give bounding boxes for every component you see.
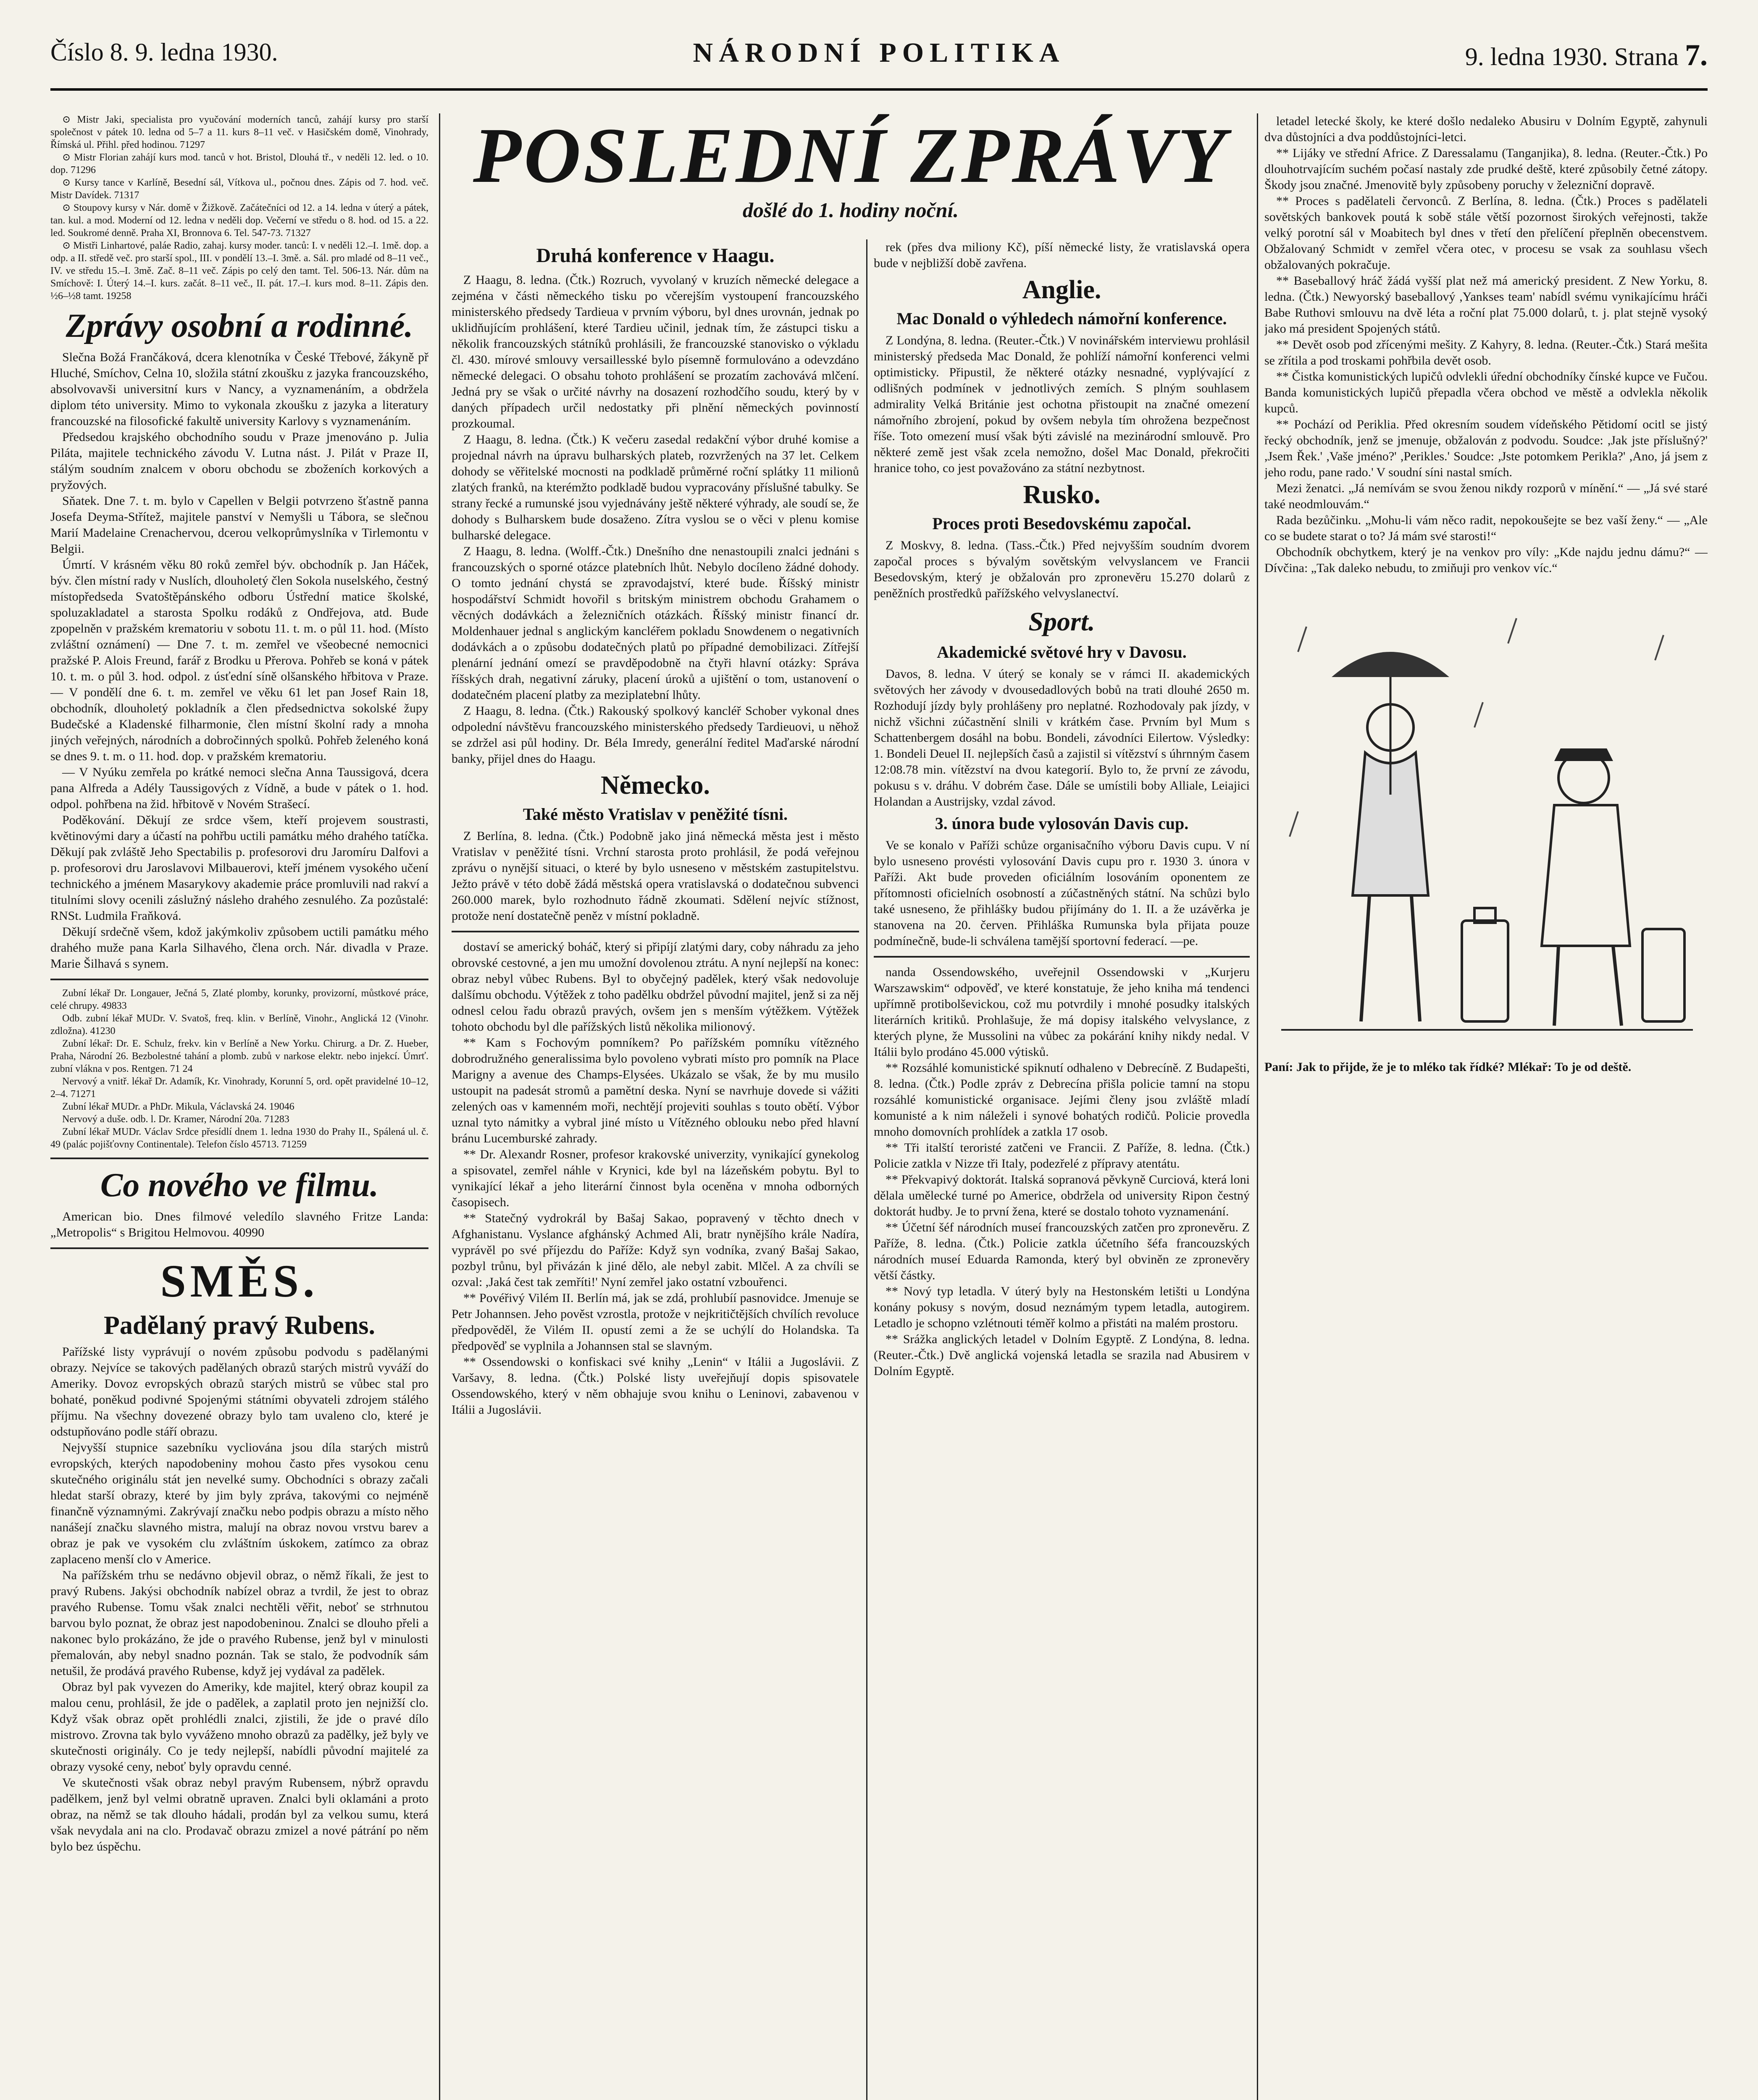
paragraph: ** Tři italští teroristé zatčeni ve Francii. Z Paříže, 8. ledna. (Čtk.) Policie zatkla v Nizze tři Italy, podezřelé z přípravy atentátu. (874, 1141, 1250, 1171)
paragraph: ** Pochází od Periklia. Před okresním soudem vídeňského Pětidomí ocitl se jistý řecký obchodník, jenž se jmenuje, obžalován z podvodu. Soudce: ,Jak jste příslušný?' ,Jsem Řek.' ,Vaše jméno?' ,Perikles.' Soudce: ,Jste potomkem Perikla?' ,Ano, já jsem z jeho rodu, pane rado.' V soudní síni nastal smích. (1264, 417, 1708, 479)
paragraph: letadel letecké školy, ke které došlo nedaleko Abusiru v Dolním Egyptě, zahynuli dva důstojníci a dva poddůstojníci-letci. (1264, 114, 1708, 144)
paragraph: Poděkování. Děkují ze srdce všem, kteří projevem soustrasti, květinovými dary a účastí na pohřbu uctili památku mého drahého tatíčka. Děkují pak zvláště Jeho Spectabilis p. profesorovi dru Jaromíru Dalfovi a p. profesorovi dru Jaroslavovi Milbauerovi, kteří jménem vysokého učení technického a jménem Masarykovy akademie práce promluvili nad rakví a titulními slovy ocenili záslužný násleho drahého zesnulého. Za pozůstalé: RNSt. Ludmila Fraňková. (50, 813, 428, 923)
paragraph: Z Londýna, 8. ledna. (Reuter.-Čtk.) V novinářském interviewu prohlásil ministerský předseda Mac Donald, že pohlíží námořní konferenci velmi optimisticky. Připustil, že některé otázky nesnadné, vyplývající z odlišných podmínek v jednotlivých zemích. S plným souhlasem admirality Velká Británie jest ochotna přistoupit na značné omezení námořního zbrojení, pokud by ovšem nebyla tím ohrožena bezpečnost říše. Toto omezení musí však býti závislé na mezinárodní smlouvě. Pro některé země jest však zcela nemožno, došel Mac Donald, překročiti hranice toho, co jest považováno za státní nezbytnost. (874, 333, 1250, 475)
page-header (50, 25, 1708, 91)
doctor-ads (50, 987, 428, 1151)
paragraph: ** Kam s Fochovým pomníkem? Po pařížském pomníku vítězného dobrodružného generalissima bylo povoleno vybrati místo pro pomník na Place Marigny a avenue des Champs-Elysées. Ukázalo se však, že by mu musilo ustoupit na padesát stromů a pamětní deska. Nyní se navrhuje dovede si vážiti zelených oas v kamenném moři, nechtějí projeviti souhlas s touto obětí. Výbor uznal tyto námitky a vybral jiné místo u Vítězného oblouku nebo před hlavní bránu Lucemburské zahrady. (452, 1036, 859, 1145)
anglie-intro (874, 239, 1250, 271)
miscellany-title: SMĚS. (160, 1255, 319, 1307)
paragraph: ** Ossendowski o konfiskaci své knihy „Lenin“ v Itálii a Jugoslávii. Z Varšavy, 8. ledna. (Čtk.) Polské listy uveřejňují dopis spisovatele Ossendowského, který v něm obhajuje svou knihu o Leninovi, zabavenou v Itálii a Jugoslávii. (452, 1355, 859, 1417)
macdonald-text (874, 333, 1250, 476)
ad-item: ⊙ Mistr Jaki, specialista pro vyučování moderních tanců, zahájí kursy pro starší společnost v pátek 10. ledna od 5–7 a 11. kurs 8–11 več. v Hasičském domě, Vinohrady, Římská ul. Přihl. před hodinou. 71297 (50, 114, 428, 150)
column-2 (452, 239, 859, 2100)
doctor-ad: Zubní lékař MUDr. a PhDr. Mikula, Václavská 24. 19046 (62, 1101, 294, 1112)
column-4-text (1264, 113, 1708, 480)
column-4 (1264, 113, 1708, 2100)
paragraph: Sňatek. Dne 7. t. m. bylo v Capellen v Belgii potvrzeno šťastně panna Josefa Deyma-Střítež, majitele panství v Nemyšli u Tábora, se slečnou Marií Madelaine Crenachervou, dcerou velkoprůmyslníka v Tirlemontu v Belgii. (50, 494, 428, 556)
macdonald-title: Mac Donald o výhledech námořní konference. (896, 309, 1227, 328)
davis-text (874, 837, 1250, 949)
column-rule (866, 239, 867, 2100)
paragraph: nanda Ossendowského, uveřejnil Ossendowski v „Kurjeru Warszawskim“ odpověď, ve které konstatuje, že jeho kniha má tendenci upřímně protibolševickou, což mu potvrdily i mnohé posudky italských literárních kritiků. Prohlašuje, že má dopisy italského velvyslance, z kterých plyne, že Mussolini na vůbec za pokárání knihy nikdy nedal. V Itálii bylo prodáno 45.000 výtisků. (874, 965, 1250, 1059)
besedovsky-title: Proces proti Besedovskému započal. (932, 514, 1191, 533)
paragraph: Z Haagu, 8. ledna. (Wolff.-Čtk.) Dnešního dne nenastoupili znalci jednáni s francouzských o sporné otázce platebních lhůt. Nebylo docíleno žádné dohody. O tomto jednání chystá se zpravodajství, které bude. Říšský ministr hospodářství Schmidt hovořil s britským ministrem obchodu Grahamem o věcných dodávkách a železničních otázkách. Říšský ministr financí dr. Moldenhauer jednal s anglickým kancléřem pokladu Snowdenem o negativních dodávkách a o způsobu dodatečných platů po případné demobilizaci. Zítřejší plenární jednání omezí se pravděpodobně na čtyři hlavní otázky: Správa říšských drah, negativní záruky, placení úroků a ujištění o tom, ustanovení o dodatečném placení platby za meziplatební lhůty. (452, 544, 859, 702)
page-date-text: 9. ledna 1930. Strana (1465, 43, 1679, 71)
paragraph: Nejvyšší stupnice sazebníku vycliována jsou díla starých mistrů evropských, kterých napodobeniny mohou často přes vysokou cenu skutečného originálu stát jen nevelké sumy. Obchodníci s obrazy začali hledat starší obrazy, které by jim byly zpráva, takovými co nejméně finančně významnými. Zakrývají značku nebo podpis obrazu a místo něho nanášejí značku slavného mistra, malují na obraz novou vrstvu barev a obraz je pak ve vysokém clu zvláštním úskokem, zatímco za obraz zaplaceno menší clo v Americe. (50, 1441, 428, 1566)
paragraph: Z Haagu, 8. ledna. (Čtk.) Rakouský spolkový kancléř Schober vykonal dnes odpolední návštěvu francouzského ministerského předsedy Tardieuovi, u něhož se zdržel asi půl hodiny. Dr. Béla Imredy, generální ředitel Maďarské národní banky, přijel dnes do Haagu. (452, 704, 859, 766)
rubens-text (50, 1344, 428, 1855)
divider (50, 979, 428, 980)
paragraph: Slečna Božá Frančáková, dcera klenotníka v České Třebové, žákyně př Hluché, Smíchov, Celna 10, složila státní zkoušku z jazyka francouzského, absolvovavši universitní kurs v Nancy, a vyznamenáním, a obdržela diplom této university. Mimo to vykonala zkoušku z jazyka a literatury francouzské na filosofické fakultě university Karlovy s vyznamenáním. (50, 350, 428, 428)
column-rule (1257, 113, 1258, 2100)
misc-text-a (452, 939, 859, 1418)
page-number: 7. (1685, 38, 1708, 72)
joke: Obchodník obchytkem, který je na venkov pro víly: „Kde najdu jednu dámu?“ — Dívčina: „Tak daleko nebudu, to zmiňuji pro venkov víc.“ (1264, 545, 1708, 575)
germany-title: Německo. (601, 771, 710, 800)
ad-item: ⊙ Stoupovy kursy v Nár. domě v Žižkově. Začátečníci od 12. a 14. ledna v úterý a pátek, tan. kul. a mod. Moderní od 12. ledna v neděli dop. Večerní ve středu o 8. hod. od 15. a 22. led. Soukromé denně. Praha XI, Bronnova 6. Tel. 547-73. 71327 (50, 202, 428, 239)
doctor-ad: Zubní lékař Dr. Longauer, Ječná 5, Zlaté plomby, korunky, provizorní, můstkové práce, celé chrupy. 49833 (50, 988, 428, 1011)
paragraph: dostaví se americký boháč, který si připíjí zlatými dary, coby náhradu za jeho obrovské cestovné, a jen mu umožní dovolenou ztrátu. A nyní nejlepší na konec: obraz nebyl vůbec Rubens. Byl to obyčejný padělek, který však nedovoluje dalšímu obchodu. Výtěžek z toho padělku obdržel původní majitel, jenž si za něj odnesl celou řadu obrazů pravých, ovšem jen s menším výtěžkem. Výtěžek tohoto obchodu byl dle pařížských listů několika milionový. (452, 940, 859, 1034)
davis-title: 3. února bude vylosován Davis cup. (935, 814, 1189, 833)
paragraph: Pařížské listy vyprávují o novém způsobu podvodu s padělanými obrazy. Nejvíce se takových padělaných obrazů starých mistrů vyváží do Ameriky. Dovoz evropských obrazů starých mistrů se vůbec stal pro bohaté, poněkud podivné Spojenými státními obyvateli zdrojem stálého příjmu. Na všechny dovezené obrazy bylo tam uvaleno clo, které je odstupňováno podle stáří obrazu. (50, 1345, 428, 1438)
paragraph: ** Baseballový hráč žádá vyšší plat než má americký president. Z New Yorku, 8. ledna. (Čtk.) Newyorský baseballový ,Yankses team' nabídl svému vynikajícímu hráči Babe Ruthovi smlouvu na dvě léta a roční plat 75.000 dolarů, t. j. plat stejně vysoký jako má president Spojených států. (1264, 274, 1708, 336)
doctor-ad: Zubní lékař: Dr. E. Schulz, frekv. kin v Berlíně a New Yorku. Chirurg. a Dr. Z. Hueber, Praha, Národní 26. Bezbolestné tahání a plomb. zubů v narkose elektr. nebo injekcí. Úmrť. zubní vlákna v pos. Rentgen. 71 24 (50, 1038, 428, 1074)
doctor-ad: Odb. zubní lékař MUDr. V. Svatoš, freq. klin. v Berlíně, Vinohr., Anglická 12 (Vinohr. zdložna). 41230 (50, 1013, 428, 1037)
rubens-title: Padělaný pravý Rubens. (104, 1311, 375, 1340)
cartoon-illustration (1264, 576, 1708, 1059)
davos-title: Akademické světové hry v Davosu. (937, 643, 1187, 662)
divider (50, 1247, 428, 1249)
sport-title: Sport. (1028, 606, 1095, 636)
paragraph: ** Dr. Alexandr Rosner, profesor krakovské univerzity, vynikající gynekolog a spisovatel, zemřel náhle v Krynici, kde byl na lázeňském pobytu. Byl to vynikající lékař a jeho literární činnost byla oceněna v mnoha odborných časopisech. (452, 1147, 859, 1209)
ad-item: ⊙ Mistři Linhartové, paláe Radio, zahaj. kursy moder. tanců: I. v neděli 12.–I. 1mě. dop. a odp. a II. středě več. pro starší spol., III. v pondělí 13.–I. 3mě. a. Sál. pro mladé od 8–11 več., IV. ve středu 15.–I. 3mě. Zač. 8–11 več. Zápis po celý den tamt. Tel. 506-13. Nár. dům na Smíchově: I. Úterý 14.–I. kurs. začát. 8–11 več., II. pát. 17.–I. kurs mod. 8–11. Zápis den. ½6–½8 tamt. 19258 (50, 240, 428, 302)
paragraph: rek (přes dva miliony Kč), píší německé listy, že vratislavská opera bude v nejbližší době zavřena. (874, 240, 1250, 270)
paragraph: Děkují srdečně všem, kdož jakýmkoliv způsobem uctili památku mého drahého muže pana Karla Silhavého, člena orch. Nár. divadla v Praze. Marie Šilhavá s synem. (50, 925, 428, 971)
russia-title: Rusko. (1023, 480, 1101, 509)
vratislav-text (452, 828, 859, 924)
paragraph: ** Účetní šéf národních museí francouzských zatčen pro zpronevěru. Z Paříže, 8. ledna. (Čtk.) Policie zatkla účetního šéfa francouzských národních museí Eduarda Ramonda, který byl obviněn ze zpronevěry větší částky. (874, 1221, 1250, 1282)
paragraph: Předsedou krajského obchodního soudu v Praze jmenováno p. Julia Piláta, majitele technického závodu V. Lutna nást. J. Pilát v Praze II, stálým soudním znalcem v oboru obchodu se zboženích korkových a pryžových. (50, 430, 428, 492)
latest-news-subtitle: došlé do 1. hodiny noční. (743, 198, 959, 222)
paragraph: Davos, 8. ledna. V úterý se konaly se v rámci II. akademických světových her závody v dvousedadlových bobů na trati dlouhé 2650 m. Rozhodují jízdy byly prohlášeny pro neplatné. Rozhodovaly pak jízdy, v nichž všichni zúčastnění slnili v krátkém čase. Prvním byl Mum s Schattenbergem dosáhl na bobu. Bondeli, závodníci Eilertow. Výsledky: 1. Bondeli Deuel II. nejlepších časů a zajistil si vítězství s úhrnným časem 12:08.78 min. vítězství na dvou kategorií. Bylo to, že první ze závodu, pokusu s v. dráhu. V dobrém čase. Dále se umístili boby Alliale, Leiajici Holandan a Austrijsky, vzdal závod. (874, 667, 1250, 808)
film-text (50, 1209, 428, 1241)
paragraph: ** Lijáky ve střední Africe. Z Daressalamu (Tanganjika), 8. ledna. (Reuter.-Čtk.) Po dlouhotrvajícím suchém počasí nastaly zde prudké deště, které způsobily četné zátopy. Škody jsou značné. Jmenovitě byly způsobeny poruchy v železniční dopravě. (1264, 146, 1708, 192)
paragraph: Úmrtí. V krásném věku 80 roků zemřel býv. obchodník p. Jan Háček, býv. člen místní rady v Nuslích, dlouholetý člen Sokola nuselského, čestný místopředseda Svatoštěpánského odboru Ústřední matice školské, spoluzakladatel a starosta Spolku rodáků z Ondřejova, atd. Bude zpopelněn v pražském krematoriu v sobotu 11. t. m. o půl 11. hod. (Místo zvláštní oznámení) — Dne 7. t. m. zemřel ve všeobecné nemocnici pražské P. Alois Freund, farář z Brodku u Přerova. Pohřeb se koná v pátek 10. t. m. o půl 3. hod. odpol. z úsťední síně olšanského hřbitova v Praze. — V pondělí dne 6. t. m. zemřel ve věku 61 let pan Josef Rain 18, obchodník, dlouholetý pokladník a člen předsednictva sokolské župy Budečské a Kladenské filharmonie, člen místní školní rady a mnoha jiných veřejných, národních a dobročinných spolků. Pohřeb želeného koná se dnes 9. t. m. o 11. hod. dop. v pražském krematoriu. (50, 558, 428, 763)
haag-title: Druhá konference v Haagu. (536, 244, 775, 267)
paragraph: Na pařížském trhu se nedávno objevil obraz, o němž říkali, že jest to pravý Rubens. Jakýsi obchodník nabízel obraz a tvrdil, že jest to obraz pravého Rubense. Tomu však znalci nechtěli věřit, neboť se strhnutou barvou bylo poznat, že obraz jest napodobeninou. Znalci se dlouho přeli a nakonec bylo prokázáno, že jde o pravého Rubense, jenž byl v minulosti přemalován, aby nebyl snadno poznán. Tak se stalo, že podvodník sám netušil, že prodává pravého Rubense, když jej vydával za padělek. (50, 1568, 428, 1678)
jokes (1264, 480, 1708, 576)
haag-text (452, 272, 859, 767)
england-title: Anglie. (1022, 276, 1101, 304)
latest-news-title: POSLEDNÍ ZPRÁVY (473, 113, 1228, 199)
ad-item: ⊙ Kursy tance v Karlíně, Besední sál, Vítkova ul., počnou dnes. Zápis od 7. hod. več. Mistr Davídek. 71317 (50, 177, 428, 201)
paragraph: American bio. Dnes filmové veledílo slavného Fritze Landa: „Metropolis“ s Brigitou Helmovou. 40990 (50, 1210, 428, 1239)
latest-news-banner (452, 113, 1250, 239)
ad-item: ⊙ Mistr Florian zahájí kurs mod. tanců v hot. Bristol, Dlouhá tř., v neděli 12. led. o 10. dop. 71296 (50, 152, 428, 176)
doctor-ad: Nervový a duše. odb. l. Dr. Kramer, Národní 20a. 71283 (62, 1114, 289, 1125)
paragraph: ** Statečný vydrokrál by Bašaj Sakao, popravený v těchto dnech v Afghanistanu. Vyslance afghánský Achmed Ali, bratr nynějšího krále Nadíra, vyprávěl po své příjezdu do Paříže: Když syn vodníka, zvaný Bašaj Sakao, pozbyl trůnu, byl přivázán k jiné dělo, ale nebyl zabit. Mlčel. A za chvíli se ozval: ,Jaká čest tak zemříti!' Nyní zemřel jako ostatní vzbouřenci. (452, 1211, 859, 1289)
dance-ads (50, 113, 428, 302)
column-3 (874, 239, 1250, 2100)
paragraph: — V Nyúku zemřela po krátké nemoci slečna Anna Taussigová, dcera pana Alfreda a Adély Taussigových z Vídně, a bude v pátek o 1. hod. odpol. pohřbena na žid. hřbitově v Novém Strašecí. (50, 765, 428, 811)
paragraph: Ve se konalo v Paříži schůze organisačního výboru Davis cupu. V ní bylo usneseno provésti vylosování Davis cupu pro r. 1930 3. února v Paříži. Akt bude proveden oficiálním losováním oponentem ze přítomnosti oficielních osobností a zúčastněných státní. Na schůzi bylo také usneseno, že přihlášky budou přijímány do 1. II. a že uzávěrka je stanovena na 20. červen. Přihláška Rumunska byla přijata pouze podmínečně, bude-li schválena tamější sportovní federací. —pe. (874, 838, 1250, 948)
paragraph: ** Srážka anglických letadel v Dolním Egyptě. Z Londýna, 8. ledna. (Reuter.-Čtk.) Dvě anglická vojenská letadla se srazila nad Abusirem v Dolním Egyptě. (874, 1332, 1250, 1378)
paragraph: ** Čistka komunistických lupičů odvlekli úřední obchodníky čínské kupce ve Fučou. Banda komunistických lupičů přepadla včera obchod ve městě a odvlekla několik kupců. (1264, 370, 1708, 415)
joke: Mezi ženatci. „Já nemívám se svou ženou nikdy rozporů v mínění.“ — „Já své staré také neodmlouvám.“ (1264, 481, 1708, 511)
cartoon-caption: Paní: Jak to přijde, že je to mléko tak řídké? Mlékař: To je od deště. (1264, 1060, 1632, 1074)
columns-area (50, 113, 1708, 2100)
film-title: Co nového ve filmu. (100, 1167, 379, 1204)
doctor-ad: Nervový a vnitř. lékař Dr. Adamík, Kr. Vinohrady, Korunní 5, ord. opět pravidelné 10–12, 2–4. 71271 (50, 1076, 428, 1100)
issue-number: Číslo 8. 9. ledna 1930. (50, 38, 278, 66)
paragraph: ** Devět osob pod zřícenými mešity. Z Kahyry, 8. ledna. (Reuter.-Čtk.) Stará mešita se zřítila a pod troskami pohřbila devět osob. (1264, 338, 1708, 368)
column-rule (439, 113, 440, 2100)
divider (50, 1158, 428, 1159)
joke: Rada bezůčinku. „Mohu-li vám něco radit, nepokoušejte se bez vaší ženy.“ — „Ale co se budete starat o to? Já mám své starosti!“ (1264, 513, 1708, 543)
paragraph: ** Nový typ letadla. V úterý byly na Hestonském letišti u Londýna konány pokusy s novým, dosud neznámým typem letadla, autogirem. Letadlo je schopno vzlétnouti téměř kolmo a přistáti na malém prostoru. (874, 1284, 1250, 1330)
page-date (1465, 38, 1708, 73)
paragraph: ** Proces s padělateli červonců. Z Berlína, 8. ledna. (Čtk.) Proces s padělateli sovětských bankovek poutá k sobě stále větší pozornost širokých veřejnosti, takže velký porotní sál v Moabitech byl dnes v třetí den přelíčení přeplněn obecenstvem. Obžalovaný Schmidt v zemřel včera otec, v procesu se vsak za souhlasu všech obžalovaných pokračuje. (1264, 194, 1708, 272)
divider (874, 956, 1250, 958)
paragraph: Z Berlína, 8. ledna. (Čtk.) Podobně jako jiná německá města jest i město Vratislav v peněžité tísni. Vrchní starosta proto prohlásil, že podá veřejnou zprávu o nynější situaci, o které by bylo usneseno v městském zastupitelstvu. Ježto právě v této době žádá městská opera vratislavská o dodatečnou subvenci 260.000 marek, bylo rozhodnuto řádně zkoumati. Sdělení nejvíc stížnost, protože není dostatečně peněz v místní pokladně. (452, 829, 859, 923)
besedovsky-text (874, 538, 1250, 601)
cartoon-drawing (1264, 576, 1708, 1059)
paragraph: ** Překvapivý doktorát. Italská sopranová pěvkyně Curciová, která loni dělala umělecké turné po Americe, obdržela od university Ripon čestný doktorát hudby. Je to první žena, které se dostalo tohoto vyznamenání. (874, 1173, 1250, 1218)
vratislav-title: Také město Vratislav v peněžité tísni. (523, 805, 788, 824)
personal-news-title: Zprávy osobní a rodinné. (66, 307, 413, 344)
paragraph: Z Haagu, 8. ledna. (Čtk.) K večeru zasedal redakční výbor druhé komise a projednal návrh na úpravu bulharských plateb, rozvržených na 37 let. Celkem dohody se věřitelské mocnosti na podkladě průměrné roční splátky 11 milionů zlatých franků, na kterémžto podkladě budou vypracovány příslušné tabulky. Se strany řecké a rumunské jsou vyjednávány ještě některé výhrady, ale soudí se, že dohody s Bulharskem bude dosaženo. Zítra vyslou se o věci v plenu komise bulharské delegace. (452, 433, 859, 542)
personal-news-text (50, 349, 428, 972)
divider (452, 931, 859, 932)
misc-text-b (874, 964, 1250, 1379)
paragraph: Z Moskvy, 8. ledna. (Tass.-Čtk.) Před nejvyšším soudním dvorem započal proces s bývalým sovětským velvyslancem ve Francii Besedovským, který je obžalován pro zpronevěru 15.270 dolarů z peněžních prostředků pařížského velvyslanectví. (874, 538, 1250, 600)
paragraph: Obraz byl pak vyvezen do Ameriky, kde majitel, který obraz koupil za malou cenu, prohlásil, že jde o padělek, a zaplatil proto jen nejnižší clo. Když však obraz opět prohlédli znalci, zjistili, že jde o pravé dílo mistrovo. Zrovna tak bylo vyváženo mnoho obrazů za padělky, jež byly ve skutečnosti originály. Co je tedy nejlepší, nabídli původní majitelé za obrazy vysoké ceny, neboť byly opravdu cenné. (50, 1680, 428, 1774)
column-1 (50, 113, 428, 2100)
davos-text (874, 666, 1250, 810)
paragraph: Z Haagu, 8. ledna. (Čtk.) Rozruch, vyvolaný v kruzích německé delegace a zejména v části německého tisku po včerejším vystoupení francouzského ministerského předsedy Tardieua v prvním výboru, byl dnes urovnán, jednak po uklidňujícím prohlášení, které Tardieu učinil, jednak tím, že zástupci tisku a několik francouzských státníků prohlásili, že francouzské stanovisko o výkladu čl. 430. mírové smlouvy versaillesské bylo písemně formulováno a odevzdáno německé delegaci. O obsahu tohoto prohlášení se prozatím zachovává mlčení. Jedná pry se však o určité návrhy na dosazení rozhodčího soudu, který by v daných případech určil nedostatky při plnění německých povinností prozkoumal. (452, 273, 859, 430)
masthead-title: NÁRODNÍ POLITIKA (693, 37, 1065, 68)
paragraph: Ve skutečnosti však obraz nebyl pravým Rubensem, nýbrž opravdu padělkem, jenž byl velmi obratně upraven. Znalci byli oklamáni a proto obraz, na němž se tak dlouho hádali, prodán byl za velkou sumu, která však nevydala ani na clo. Prodavač obrazu zmizel a nové pátrání po něm bylo bez úspěchu. (50, 1776, 428, 1853)
paragraph: ** Povéřivý Vilém II. Berlín má, jak se zdá, prohlubíí pasnovidce. Jmenuje se Petr Johannsen. Jeho pověst vzrostla, protože v nejkritičtějších chvílích revoluce předpověděl, že Vilém II. opustí zemi a že se uchýlí do Holandska. Ta předpověď se vyplnila a Johannsen stal se slavným. (452, 1291, 859, 1353)
doctor-ad: Zubní lékař MUDr. Václav Srdce přesídlí dnem 1. ledna 1930 do Prahy II., Spálená ul. č. 49 (palác pojišťovny Continentale). Telefon číslo 45713. 71259 (50, 1126, 428, 1150)
paragraph: ** Rozsáhlé komunistické spiknutí odhaleno v Debrecíně. Z Budapešti, 8. ledna. (Čtk.) Podle zpráv z Debrecína přišla policie tamní na stopu rozsáhlé komunistické organisace. Jejími členy jsou zvláště mladí komunisté a k nim náleželi i synové bohatých rodičů. Policie provedla mnoho domovních prohlídek a zatkla 17 osob. (874, 1061, 1250, 1139)
